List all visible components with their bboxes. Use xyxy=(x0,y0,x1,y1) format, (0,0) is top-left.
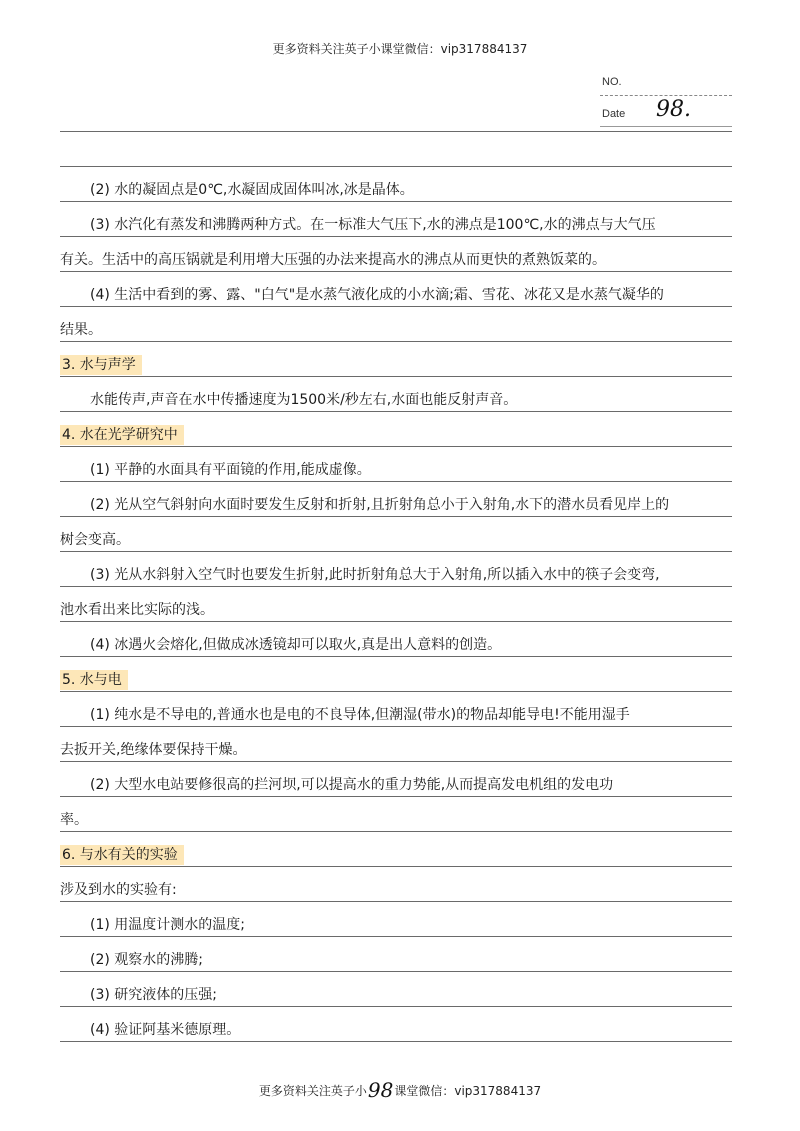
ruled-line xyxy=(60,1041,732,1042)
ruled-line xyxy=(60,481,732,482)
ruled-line xyxy=(60,411,732,412)
ruled-line xyxy=(60,726,732,727)
note-line: (3) 光从水斜射入空气时也要发生折射,此时折射角总大于入射角,所以插入水中的筷子会变弯, xyxy=(90,567,660,583)
ruled-line xyxy=(60,551,732,552)
header-note: 更多资料关注英子小课堂微信：vip317884137 xyxy=(272,42,528,56)
footer-note-left: 更多资料关注英子小 xyxy=(258,1084,367,1098)
note-line: (4) 验证阿基米德原理。 xyxy=(90,1022,241,1038)
page-number: 98 xyxy=(367,1078,394,1102)
ruled-line xyxy=(60,691,732,692)
ruled-line xyxy=(60,236,732,237)
ruled-line xyxy=(60,761,732,762)
no-divider xyxy=(600,95,732,96)
note-line: (2) 观察水的沸腾; xyxy=(90,952,203,968)
note-line: 结果。 xyxy=(60,322,102,338)
note-line: (1) 用温度计测水的温度; xyxy=(90,917,245,933)
ruled-line xyxy=(60,166,732,167)
ruled-line xyxy=(60,621,732,622)
date-label: Date xyxy=(602,108,626,120)
ruled-line xyxy=(60,866,732,867)
note-line: (2) 光从空气斜射向水面时要发生反射和折射,且折射角总小于入射角,水下的潜水员看见岸上的 xyxy=(90,497,670,513)
ruled-line xyxy=(60,516,732,517)
section-heading-electricity: 5. 水与电 xyxy=(60,670,128,690)
ruled-line xyxy=(60,201,732,202)
ruled-line xyxy=(60,796,732,797)
ruled-line xyxy=(60,586,732,587)
ruled-line xyxy=(60,936,732,937)
note-line: 树会变高。 xyxy=(60,532,130,548)
ruled-line xyxy=(60,901,732,902)
note-line: 池水看出来比实际的浅。 xyxy=(60,602,214,618)
note-line: (4) 生活中看到的雾、露、"白气"是水蒸气液化成的小水滴;霜、雪花、冰花又是水蒸气凝华的 xyxy=(90,287,664,303)
footer-note-right: 课堂微信：vip317884137 xyxy=(394,1084,542,1098)
ruled-line xyxy=(60,271,732,272)
date-value: 98. xyxy=(656,97,691,122)
date-underline xyxy=(600,126,732,127)
note-line: (2) 大型水电站要修很高的拦河坝,可以提高水的重力势能,从而提高发电机组的发电功 xyxy=(90,777,614,793)
section-heading-optics: 4. 水在光学研究中 xyxy=(60,425,184,445)
ruled-line xyxy=(60,656,732,657)
note-line: (1) 纯水是不导电的,普通水也是电的不良导体,但潮湿(带水)的物品却能导电!不能用湿手 xyxy=(90,707,630,723)
note-line: (4) 冰遇火会熔化,但做成冰透镜却可以取火,真是出人意料的创造。 xyxy=(90,637,502,653)
note-line: 涉及到水的实验有: xyxy=(60,882,177,898)
note-line: (2) 水的凝固点是0℃,水凝固成固体叫冰,冰是晶体。 xyxy=(90,182,414,198)
note-line: 有关。生活中的高压锅就是利用增大压强的办法来提高水的沸点从而更快的煮熟饭菜的。 xyxy=(60,252,606,268)
ruled-line xyxy=(60,376,732,377)
note-line: (1) 平静的水面具有平面镜的作用,能成虚像。 xyxy=(90,462,371,478)
note-line: 率。 xyxy=(60,812,88,828)
ruled-line xyxy=(60,306,732,307)
note-line: 水能传声,声音在水中传播速度为1500米/秒左右,水面也能反射声音。 xyxy=(90,392,518,408)
note-line: 去扳开关,绝缘体要保持干燥。 xyxy=(60,742,247,758)
note-line: (3) 研究液体的压强; xyxy=(90,987,217,1003)
no-label: NO. xyxy=(602,76,622,88)
section-heading-experiments: 6. 与水有关的实验 xyxy=(60,845,184,865)
ruled-line xyxy=(60,341,732,342)
ruled-line xyxy=(60,971,732,972)
note-line: (3) 水汽化有蒸发和沸腾两种方式。在一标准大气压下,水的沸点是100℃,水的沸点与大气压 xyxy=(90,217,656,233)
ruled-line xyxy=(60,131,732,132)
ruled-line xyxy=(60,446,732,447)
ruled-line xyxy=(60,1006,732,1007)
footer-note xyxy=(0,1076,800,1100)
ruled-line xyxy=(60,831,732,832)
section-heading-sound: 3. 水与声学 xyxy=(60,355,142,375)
